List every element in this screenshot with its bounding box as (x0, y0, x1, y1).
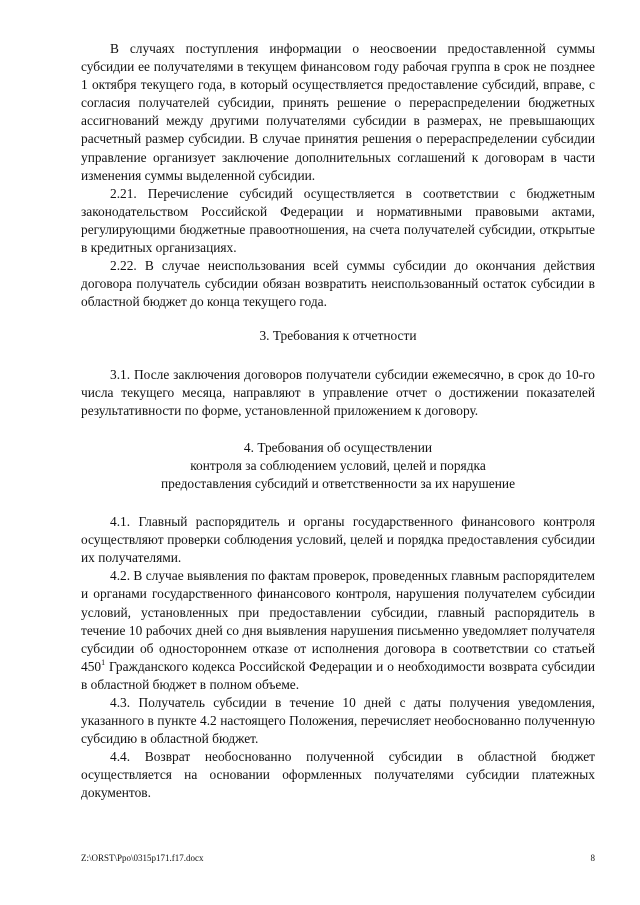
footer-file-path: Z:\ORST\Ppo\0315p171.f17.docx (81, 853, 204, 863)
section-4-heading-line3: предоставления субсидий и ответственности за их нарушение (160, 475, 516, 491)
paragraph-4-2-text-a: 4.2. В случае выявления по фактам проверок, проведенных главным распорядителем и органами государственного финансового контроля, нарушения получателем субсидии условий, установленных при предоставлении субсидии, главный распорядитель в течение 10 рабочих дней со дня выявления нарушения письменно уведомляет получателя субсидии об одностороннем отказе от исполнения договора в соответствии со статьей 450 (81, 568, 595, 674)
paragraph-2-22: 2.22. В случае неиспользования всей суммы субсидии до окончания действия договора получатель субсидии обязан возвратить неиспользованный остаток субсидии в областной бюджет до конца текущего года. (81, 258, 595, 310)
page-number: 8 (590, 853, 595, 863)
section-3-heading: 3. Требования к отчетности (259, 328, 417, 344)
paragraph-4-2 (81, 567, 595, 694)
paragraph-4-3: 4.3. Получатель субсидии в течение 10 дней с даты получения уведомления, указанного в пункте 4.2 настоящего Положения, перечисляет необоснованно полученную субсидию в областной бюджет. (81, 695, 595, 747)
paragraph-4-2-text-b: Гражданского кодекса Российской Федерации и о необходимости возврата субсидии в областной бюджет в полном объеме. (81, 658, 595, 692)
paragraph-3-1: 3.1. После заключения договоров получатели субсидии ежемесячно, в срок до 10-го числа текущего месяца, направляют в управление отчет о достижении показателей результативности по форме, установленной приложением к договору. (81, 366, 595, 418)
paragraph-4-1: 4.1. Главный распорядитель и органы государственного финансового контроля осуществляют проверки соблюдения условий, целей и порядка предоставления субсидии их получателями. (81, 514, 595, 566)
section-4-heading (81, 439, 595, 493)
paragraph-2-21: 2.21. Перечисление субсидий осуществляется в соответствии с бюджетным законодательством Российской Федерации и нормативными правовыми актами, регулирующими бюджетные правоотношения, на счета получателей субсидии, открытые в кредитных организациях. (81, 185, 595, 256)
article-superscript: 1 (101, 657, 106, 667)
paragraph-redistribution: В случаях поступления информации о неосвоении предоставленной суммы субсидии ее получателями в текущем финансовом году рабочая группа в срок не позднее 1 октября текущего года, в который осуществляется предоставление субсидий, вправе, с согласия получателей субсидии, принять решение о перераспределении бюджетных ассигнований между другими получателями субсидии в размерах, не превышающих расчетный размер субсидии. В случае принятия решения о перераспределении субсидии управление организует заключение дополнительных соглашений к договорам в части изменения суммы выделенной субсидии. (81, 41, 595, 183)
paragraph-4-4: 4.4. Возврат необоснованно полученной субсидии в областной бюджет осуществляется на основании оформленных получателями субсидии платежных документов. (81, 749, 595, 801)
section-4-heading-line1: 4. Требования об осуществлении (243, 439, 433, 455)
section-4-heading-line2: контроля за соблюдением условий, целей и порядка (190, 457, 486, 473)
document-body (81, 40, 595, 803)
